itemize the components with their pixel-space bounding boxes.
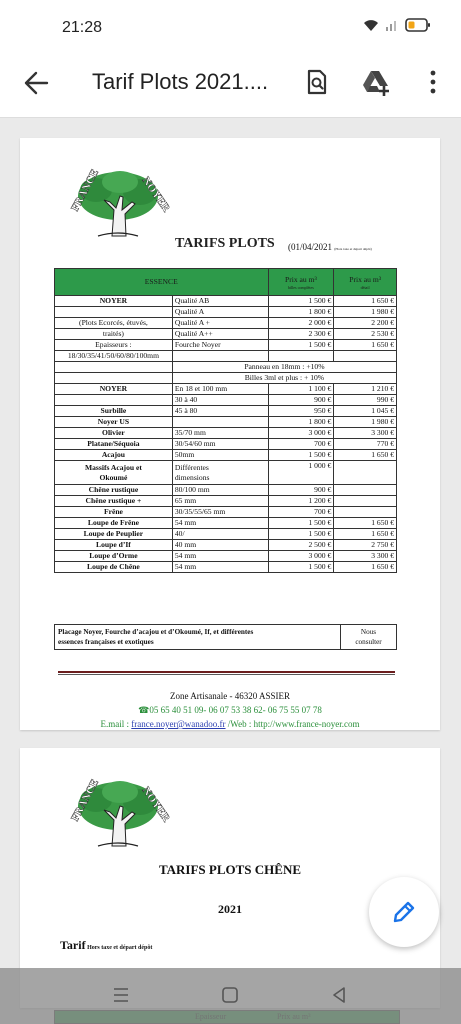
table-cell bbox=[172, 417, 268, 428]
table-cell: 1 500 € bbox=[268, 296, 334, 307]
table-cell: 990 € bbox=[334, 395, 397, 406]
table-cell: Chêne rustique bbox=[55, 485, 173, 496]
noyer-extra: Panneau en 18mm : +10% bbox=[172, 362, 396, 373]
table-cell: 80/100 mm bbox=[172, 485, 268, 496]
table-row bbox=[55, 450, 397, 461]
table-row bbox=[55, 373, 397, 384]
google-lens-icon bbox=[300, 66, 332, 98]
table-cell: Loupe de Frêne bbox=[55, 518, 173, 529]
table-cell: Fourche Noyer bbox=[172, 340, 268, 351]
table-cell: 770 € bbox=[334, 439, 397, 450]
table-cell: Qualité A + bbox=[172, 318, 268, 329]
footer-divider bbox=[58, 671, 395, 673]
edit-fab-button[interactable] bbox=[369, 877, 439, 947]
table-cell bbox=[55, 373, 173, 384]
table-cell: 1 800 € bbox=[268, 307, 334, 318]
table-cell: 1 000 € bbox=[268, 461, 334, 485]
doc-title: TARIFS PLOTS bbox=[175, 236, 275, 251]
table-cell: 1 500 € bbox=[268, 450, 334, 461]
table-row bbox=[55, 417, 397, 428]
table-row bbox=[55, 625, 397, 650]
table-cell: 700 € bbox=[268, 439, 334, 450]
table-cell: 2 300 € bbox=[268, 329, 334, 340]
table-cell: 30/35/55/65 mm bbox=[172, 507, 268, 518]
table-cell: NOYER bbox=[55, 384, 173, 395]
table-row bbox=[55, 340, 397, 351]
table-cell bbox=[334, 507, 397, 518]
back-arrow-icon bbox=[22, 68, 50, 98]
table-row bbox=[55, 428, 397, 439]
table-cell: 1 800 € bbox=[268, 417, 334, 428]
table-cell: Olivier bbox=[55, 428, 173, 439]
header-prix-detail-label: Prix au m³ bbox=[349, 274, 382, 284]
table-cell: 54 mm bbox=[172, 518, 268, 529]
table-cell bbox=[334, 496, 397, 507]
table-cell: 900 € bbox=[268, 485, 334, 496]
table-row bbox=[55, 507, 397, 518]
noyer-group-note: traités) bbox=[55, 329, 173, 340]
footer-address: Zone Artisanale - 46320 ASSIER bbox=[170, 691, 290, 701]
doc-date bbox=[288, 242, 372, 252]
header-prix-detail-sub: détail bbox=[360, 284, 370, 290]
placage-text bbox=[55, 625, 341, 650]
table-row bbox=[55, 395, 397, 406]
table-cell bbox=[268, 351, 334, 362]
status-bar bbox=[0, 0, 461, 52]
table-cell: 40 mm bbox=[172, 540, 268, 551]
table-row bbox=[55, 562, 397, 573]
page2-year: 2021 bbox=[218, 902, 242, 916]
table-cell: 1 500 € bbox=[268, 518, 334, 529]
add-to-drive-icon bbox=[360, 66, 392, 98]
more-vert-icon bbox=[417, 66, 449, 98]
footer-divider-thin bbox=[58, 674, 395, 675]
table-cell bbox=[55, 307, 173, 318]
table-row bbox=[55, 307, 397, 318]
table-row bbox=[55, 485, 397, 496]
footer-web-label: /Web : http://www.france-noyer.com bbox=[225, 719, 360, 729]
table-cell: 950 € bbox=[268, 406, 334, 417]
massifs-size1: Différentes bbox=[174, 462, 209, 472]
table-cell: 700 € bbox=[268, 507, 334, 518]
table-cell: 1 650 € bbox=[334, 296, 397, 307]
table-cell: Surbille bbox=[55, 406, 173, 417]
table-row bbox=[55, 540, 397, 551]
page2-tarif-label: Tarif bbox=[60, 938, 86, 952]
table-cell: 1 650 € bbox=[334, 529, 397, 540]
table-cell: 30/54/60 mm bbox=[172, 439, 268, 450]
header-prix-detail bbox=[334, 269, 397, 296]
footer-email-label: E.mail : bbox=[100, 719, 132, 729]
france-noyer-logo bbox=[68, 776, 173, 848]
google-lens-button[interactable] bbox=[300, 66, 332, 98]
table-cell: 2 750 € bbox=[334, 540, 397, 551]
massifs-line2: Okoumé bbox=[99, 472, 128, 482]
pdf-page-1 bbox=[20, 138, 440, 730]
status-icons bbox=[363, 18, 431, 32]
table-cell: 2 530 € bbox=[334, 329, 397, 340]
table-row bbox=[55, 529, 397, 540]
table-cell: Acajou bbox=[55, 450, 173, 461]
table-cell: 3 300 € bbox=[334, 551, 397, 562]
table-cell: Loupe d’If bbox=[55, 540, 173, 551]
table-row bbox=[55, 551, 397, 562]
table-cell: 2 000 € bbox=[268, 318, 334, 329]
table-cell: Qualité A bbox=[172, 307, 268, 318]
back-button[interactable] bbox=[22, 68, 50, 98]
table-cell bbox=[334, 351, 397, 362]
table-cell: 900 € bbox=[268, 395, 334, 406]
table-cell: 1 045 € bbox=[334, 406, 397, 417]
table-row bbox=[55, 496, 397, 507]
page2-tarif-note: Hors taxe et départ dépôt bbox=[85, 945, 153, 951]
table-cell: Noyer US bbox=[55, 417, 173, 428]
table-row bbox=[55, 518, 397, 529]
wifi-icon bbox=[363, 18, 379, 32]
noyer-group-note: 18/30/35/41/50/60/80/100mm bbox=[55, 351, 173, 362]
table-cell bbox=[55, 395, 173, 406]
document-title: Tarif Plots 2021.... bbox=[92, 69, 269, 94]
placage-note1: Nous bbox=[360, 628, 377, 636]
table-row bbox=[55, 406, 397, 417]
table-cell: Loupe d’Orme bbox=[55, 551, 173, 562]
table-cell: 1 980 € bbox=[334, 417, 397, 428]
placage-table bbox=[54, 624, 397, 650]
pdf-viewer[interactable] bbox=[0, 118, 461, 968]
doc-date-note: (Hors taxe et départ dépôt) bbox=[334, 247, 372, 251]
header-essence: ESSENCE bbox=[55, 269, 269, 296]
svg-text:NOYER: NOYER bbox=[139, 174, 173, 215]
table-cell bbox=[55, 461, 173, 485]
table-row bbox=[55, 439, 397, 450]
page2-tarif bbox=[60, 938, 152, 953]
svg-text:FRANCE: FRANCE bbox=[69, 167, 102, 214]
more-options-button[interactable] bbox=[417, 66, 449, 98]
table-cell: 35/70 mm bbox=[172, 428, 268, 439]
table-cell: 65 mm bbox=[172, 496, 268, 507]
table-row bbox=[55, 384, 397, 395]
table-cell: 50mm bbox=[172, 450, 268, 461]
footer-email-link[interactable]: france.noyer@wanadoo.fr bbox=[131, 719, 226, 729]
table-cell: 1 210 € bbox=[334, 384, 397, 395]
table-row bbox=[55, 351, 397, 362]
table-cell: 1 650 € bbox=[334, 340, 397, 351]
noyer-group-note: Epaisseurs : bbox=[55, 340, 173, 351]
logo-text-france: FRANCE bbox=[69, 777, 102, 824]
page2-title: TARIFS PLOTS CHÊNE bbox=[158, 862, 302, 877]
table-cell: 1 500 € bbox=[268, 340, 334, 351]
table-row bbox=[55, 362, 397, 373]
table-cell: Qualité A++ bbox=[172, 329, 268, 340]
table-cell: 45 à 80 bbox=[172, 406, 268, 417]
table-cell bbox=[172, 351, 268, 362]
header-prix-billes-sub: billes complètes bbox=[287, 284, 314, 290]
table-cell: 1 980 € bbox=[334, 307, 397, 318]
home-nav-icon[interactable] bbox=[221, 985, 239, 1005]
table-row bbox=[55, 318, 397, 329]
table-cell: 54 mm bbox=[172, 562, 268, 573]
placage-note bbox=[341, 625, 397, 650]
table-row bbox=[55, 296, 397, 307]
table-cell: 40/ bbox=[172, 529, 268, 540]
header-prix-billes bbox=[268, 269, 334, 296]
table-cell: En 18 et 100 mm bbox=[172, 384, 268, 395]
app-bar bbox=[0, 52, 461, 118]
table-cell: 3 000 € bbox=[268, 428, 334, 439]
recents-nav-icon[interactable] bbox=[112, 985, 130, 1005]
table-cell bbox=[334, 485, 397, 496]
massifs-line1: Massifs Acajou et bbox=[84, 462, 142, 472]
doc-date-value: (01/04/2021 bbox=[288, 242, 332, 252]
table-cell: 3 000 € bbox=[268, 551, 334, 562]
table-cell bbox=[172, 461, 268, 485]
table-cell: Frêne bbox=[55, 507, 173, 518]
noyer-extra: Billes 3ml et plus : + 10% bbox=[172, 373, 396, 384]
price-table bbox=[54, 268, 397, 573]
noyer-group-label: NOYER bbox=[55, 296, 173, 307]
table-cell: Platane/Séquoia bbox=[55, 439, 173, 450]
table-cell: 1 650 € bbox=[334, 562, 397, 573]
placage-line2: essences françaises et exotiques bbox=[58, 638, 154, 646]
signal-icon bbox=[385, 18, 399, 32]
status-time: 21:28 bbox=[62, 19, 103, 36]
header-prix-billes-label: Prix au m³ bbox=[284, 274, 317, 284]
table-cell bbox=[334, 461, 397, 485]
table-cell: 54 mm bbox=[172, 551, 268, 562]
france-noyer-logo bbox=[68, 166, 173, 238]
table-cell: 2 500 € bbox=[268, 540, 334, 551]
placage-note2: consulter bbox=[355, 638, 382, 646]
table-row bbox=[55, 461, 397, 485]
table-cell: 1 500 € bbox=[268, 562, 334, 573]
table-cell: 1 650 € bbox=[334, 518, 397, 529]
table-cell: Chêne rustique + bbox=[55, 496, 173, 507]
battery-icon bbox=[405, 18, 431, 32]
table-cell: Loupe de Chêne bbox=[55, 562, 173, 573]
table-cell: 1 200 € bbox=[268, 496, 334, 507]
massifs-size2: dimensions bbox=[174, 472, 210, 482]
footer-phone: ☎05 65 40 51 09- 06 07 53 38 62- 06 75 55 07 78 bbox=[138, 705, 322, 715]
table-cell: Loupe de Peuplier bbox=[55, 529, 173, 540]
table-cell: 2 200 € bbox=[334, 318, 397, 329]
table-header-row bbox=[55, 269, 397, 296]
pencil-icon bbox=[391, 899, 417, 925]
placage-line1: Placage Noyer, Fourche d’acajou et d’Okoumé, If, et différentes bbox=[58, 628, 254, 636]
add-to-drive-button[interactable] bbox=[360, 66, 392, 98]
table-cell: 1 650 € bbox=[334, 450, 397, 461]
table-cell: Qualité AB bbox=[172, 296, 268, 307]
back-nav-icon[interactable] bbox=[330, 985, 348, 1005]
table-cell: 1 100 € bbox=[268, 384, 334, 395]
table-cell: 30 à 40 bbox=[172, 395, 268, 406]
noyer-group-note: (Plots Ecorcés, étuvés, bbox=[55, 318, 173, 329]
logo-text-noyer: NOYER bbox=[139, 784, 173, 825]
footer-web bbox=[20, 719, 440, 729]
table-cell: 3 300 € bbox=[334, 428, 397, 439]
table-cell bbox=[55, 362, 173, 373]
table-cell: 1 500 € bbox=[268, 529, 334, 540]
table-row bbox=[55, 329, 397, 340]
